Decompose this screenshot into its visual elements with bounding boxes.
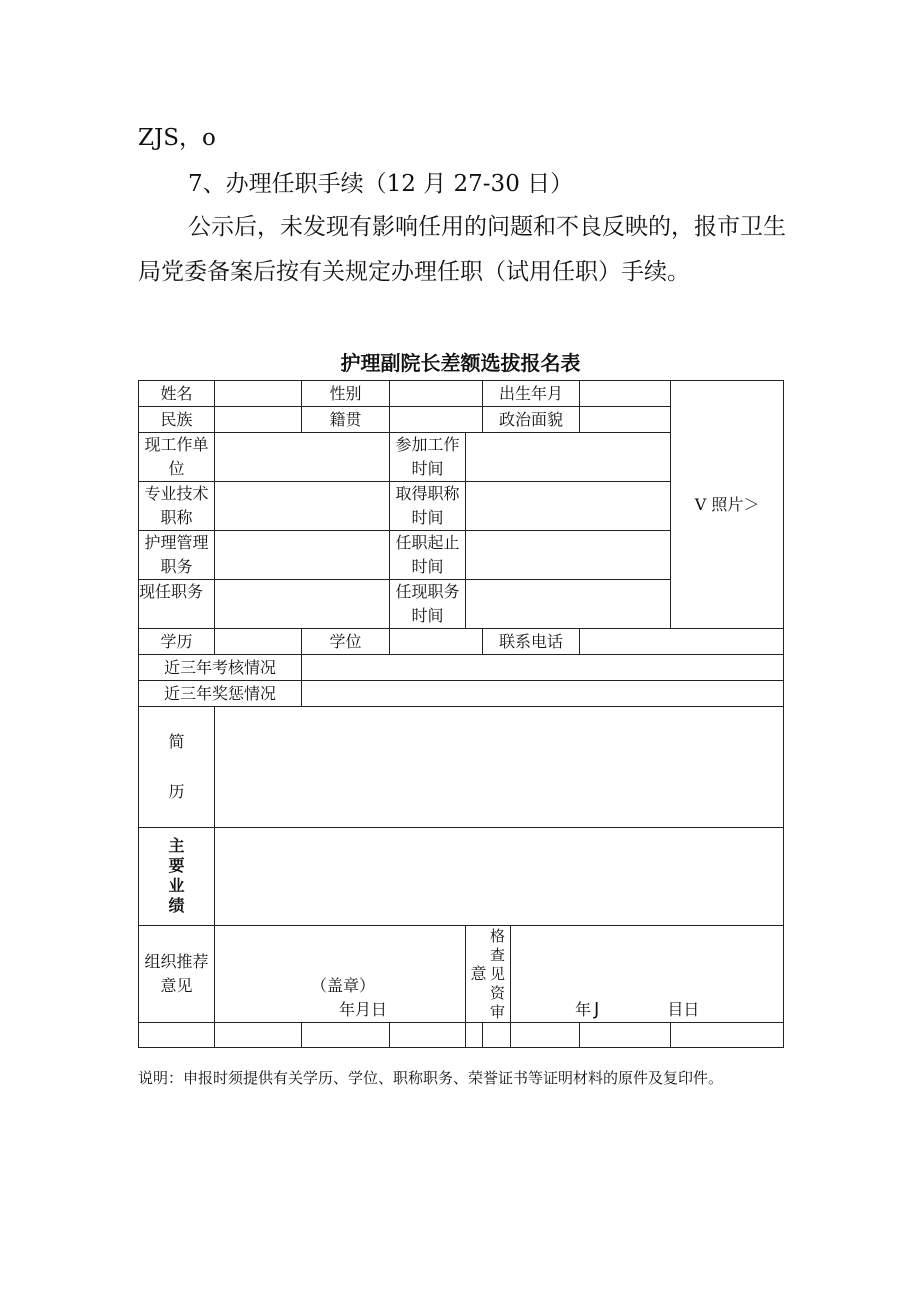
field-org-opinion[interactable] <box>215 926 466 1023</box>
form-title: 护理副院长差额选拔报名表 <box>340 351 581 375</box>
label-education: 学历 <box>139 629 215 655</box>
paragraph-line-4: 局党委备案后按有关规定办理任职（试用任职）手续。 <box>138 259 690 285</box>
photo-cell[interactable]: V 照片＞ <box>671 381 784 629</box>
date-right-year: 年 <box>575 1000 592 1019</box>
field-current-post-time[interactable] <box>466 580 671 629</box>
label-achievements <box>139 828 215 926</box>
label-post-start-end: 任职起止时间 <box>390 531 466 580</box>
label-review-b: 意 <box>470 964 487 983</box>
field-nursing-post[interactable] <box>215 531 390 580</box>
empty-cell <box>215 1023 302 1048</box>
empty-cell <box>302 1023 390 1048</box>
field-birth[interactable] <box>580 381 671 407</box>
label-current-unit: 现工作单位 <box>139 433 215 482</box>
label-title-obtained-time: 取得职称时间 <box>390 482 466 531</box>
empty-cell <box>671 1023 784 1048</box>
label-resume-char-1: 简 <box>168 732 185 751</box>
label-gender: 性别 <box>302 381 390 407</box>
field-resume[interactable] <box>215 707 784 828</box>
paragraph-line-3: 公示后，未发现有影响任用的问题和不良反映的，报市卫生 <box>188 214 786 240</box>
label-resume-char-2: 历 <box>168 782 185 801</box>
field-current-unit[interactable] <box>215 433 390 482</box>
field-title-obtained-time[interactable] <box>466 482 671 531</box>
footnote: 说明：申报时须提供有关学历、学位、职称职务、荣誉证书等证明材料的原件及复印件。 <box>138 1069 724 1087</box>
field-work-start-time[interactable] <box>466 433 671 482</box>
label-review-opinion <box>466 926 511 1023</box>
label-review-a: 格查见资审 <box>489 926 505 1021</box>
date-right-day: 目日 <box>667 1000 700 1019</box>
field-phone[interactable] <box>580 629 784 655</box>
field-education[interactable] <box>215 629 302 655</box>
field-post-start-end[interactable] <box>466 531 671 580</box>
empty-cell <box>139 1023 215 1048</box>
label-assessment: 近三年考核情况 <box>139 655 302 681</box>
empty-cell <box>466 1023 483 1048</box>
label-political-status: 政治面貌 <box>483 407 580 433</box>
field-achievements[interactable] <box>215 828 784 926</box>
field-review-opinion[interactable] <box>511 926 784 1023</box>
date-left: 年月日 <box>339 1000 388 1019</box>
empty-cell <box>511 1023 580 1048</box>
label-phone: 联系电话 <box>483 629 580 655</box>
label-resume <box>139 707 215 828</box>
registration-form <box>138 380 784 1048</box>
field-professional-title[interactable] <box>215 482 390 531</box>
label-current-post-time: 任现职务时间 <box>390 580 466 629</box>
paragraph-line-2: 7、办理任职手续（12 月 27-30 日） <box>188 171 574 197</box>
field-current-post[interactable] <box>215 580 390 629</box>
field-name[interactable] <box>215 381 302 407</box>
field-ethnicity[interactable] <box>215 407 302 433</box>
field-native-place[interactable] <box>390 407 483 433</box>
paragraph-line-1: ZJS，o <box>138 125 216 151</box>
label-org-opinion: 组织推荐意见 <box>139 926 215 1023</box>
label-birth: 出生年月 <box>483 381 580 407</box>
date-right-j: J <box>594 999 600 1020</box>
empty-cell <box>580 1023 671 1048</box>
empty-cell <box>483 1023 511 1048</box>
field-assessment[interactable] <box>302 655 784 681</box>
label-native-place: 籍贯 <box>302 407 390 433</box>
label-ethnicity: 民族 <box>139 407 215 433</box>
field-political-status[interactable] <box>580 407 671 433</box>
empty-cell <box>390 1023 466 1048</box>
field-rewards[interactable] <box>302 681 784 707</box>
label-achievements-text: 主要业绩 <box>168 835 185 915</box>
seal-text: （盖章） <box>311 976 376 995</box>
label-work-start-time: 参加工作时间 <box>390 433 466 482</box>
label-name: 姓名 <box>139 381 215 407</box>
label-rewards: 近三年奖惩情况 <box>139 681 302 707</box>
label-current-post: 现任职务 <box>139 580 215 629</box>
field-gender[interactable] <box>390 381 483 407</box>
label-professional-title: 专业技术职称 <box>139 482 215 531</box>
label-nursing-post: 护理管理职务 <box>139 531 215 580</box>
label-degree: 学位 <box>302 629 390 655</box>
field-degree[interactable] <box>390 629 483 655</box>
